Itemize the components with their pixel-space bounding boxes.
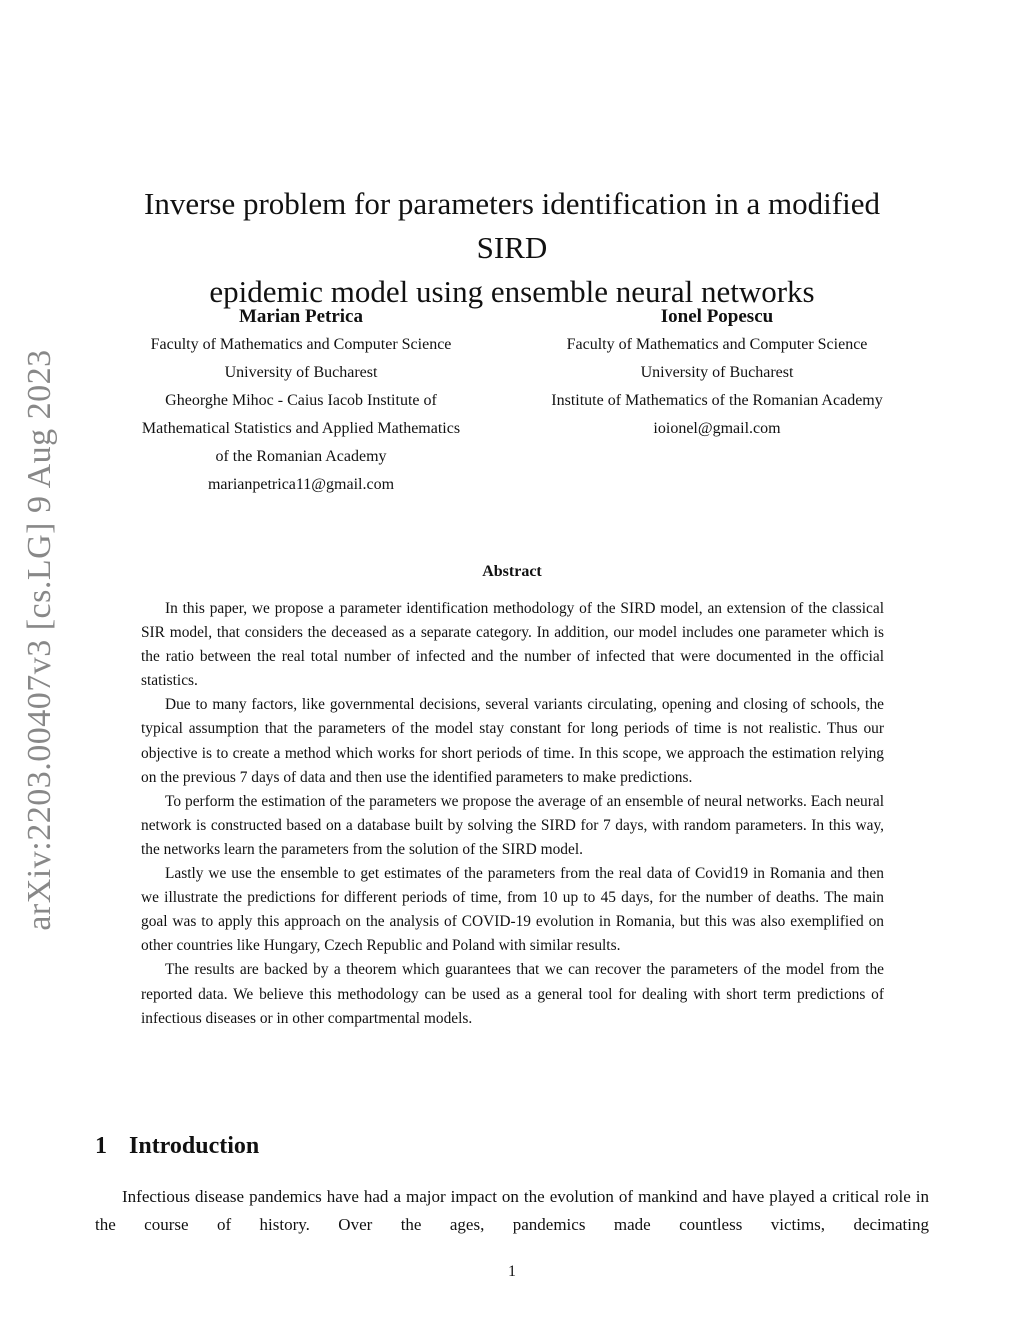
author-affiliation-line: Faculty of Mathematics and Computer Science xyxy=(566,336,868,353)
title-line-1: Inverse problem for parameters identification in a modified SIRD xyxy=(144,186,880,265)
author-affiliation-line: University of Bucharest xyxy=(640,364,794,381)
author-email: ioionel@gmail.com xyxy=(653,420,781,437)
abstract-paragraph: Due to many factors, like governmental decisions, several variants circulating, opening and closing of schools, the typical assumption that the parameters of the model stay constant for long periods of time is not realistic. Thus our objective is to create a method which works for short periods of time. In this scope, we approach the estimation relying on the previous 7 days of data and then use the identified parameters to make predictions. xyxy=(141,696,884,786)
author-affiliation-line: Mathematical Statistics and Applied Mathematics xyxy=(141,420,461,437)
author-name: Marian Petrica xyxy=(239,306,363,327)
author-affiliation-line: Faculty of Mathematics and Computer Science xyxy=(150,336,452,353)
author-affiliation-line: of the Romanian Academy xyxy=(215,448,387,465)
abstract-body xyxy=(141,597,884,1031)
paper-title xyxy=(110,182,914,314)
author-affiliation-line: Gheorghe Mihoc - Caius Iacob Institute of xyxy=(165,392,437,409)
author-affiliation-line: Institute of Mathematics of the Romanian Academy xyxy=(551,392,883,409)
section-title: Introduction xyxy=(129,1133,260,1159)
author-affiliation-line: University of Bucharest xyxy=(224,364,378,381)
arxiv-identifier: arXiv:2203.00407v3 [cs.LG] 9 Aug 2023 xyxy=(21,349,58,931)
page-number: 1 xyxy=(508,1263,516,1280)
author-block-1 xyxy=(96,303,506,499)
author-block-2 xyxy=(512,303,922,443)
section-number: 1 xyxy=(95,1133,107,1159)
section-heading xyxy=(95,1133,259,1160)
author-name: Ionel Popescu xyxy=(660,306,774,327)
author-email: marianpetrica11@gmail.com xyxy=(207,476,395,493)
abstract-heading: Abstract xyxy=(482,563,542,580)
intro-paragraph: Infectious disease pandemics have had a major impact on the evolution of mankind and have played a critical role in the course of history. Over the ages, pandemics made countless victims, decimating xyxy=(95,1187,929,1234)
title-line-2: epidemic model using ensemble neural networks xyxy=(209,274,815,309)
abstract-paragraph: Lastly we use the ensemble to get estimates of the parameters from the real data of Covid19 in Romania and then we illustrate the predictions for different periods of time, from 10 up to 45 days, for the number of deaths. The main goal was to apply this approach on the analysis of COVID-19 evolution in Romania, but this was also exemplified on other countries like Hungary, Czech Republic and Poland with similar results. xyxy=(141,865,884,955)
abstract-paragraph: To perform the estimation of the parameters we propose the average of an ensemble of neural networks. Each neural network is constructed based on a database built by solving the SIRD for 7 days, with random parameters. In this way, the networks learn the parameters from the solution of the SIRD model. xyxy=(141,792,884,858)
introduction-body xyxy=(95,1183,929,1239)
abstract-paragraph: The results are backed by a theorem which guarantees that we can recover the parameters of the model from the reported data. We believe this methodology can be used as a general tool for dealing with short term predictions of infectious diseases or in other compartmental models. xyxy=(141,961,884,1027)
abstract-paragraph: In this paper, we propose a parameter identification methodology of the SIRD model, an extension of the classical SIR model, that considers the deceased as a separate category. In addition, our model includes one parameter which is the ratio between the real total number of infected and the number of infected that were documented in the official statistics. xyxy=(141,600,884,690)
